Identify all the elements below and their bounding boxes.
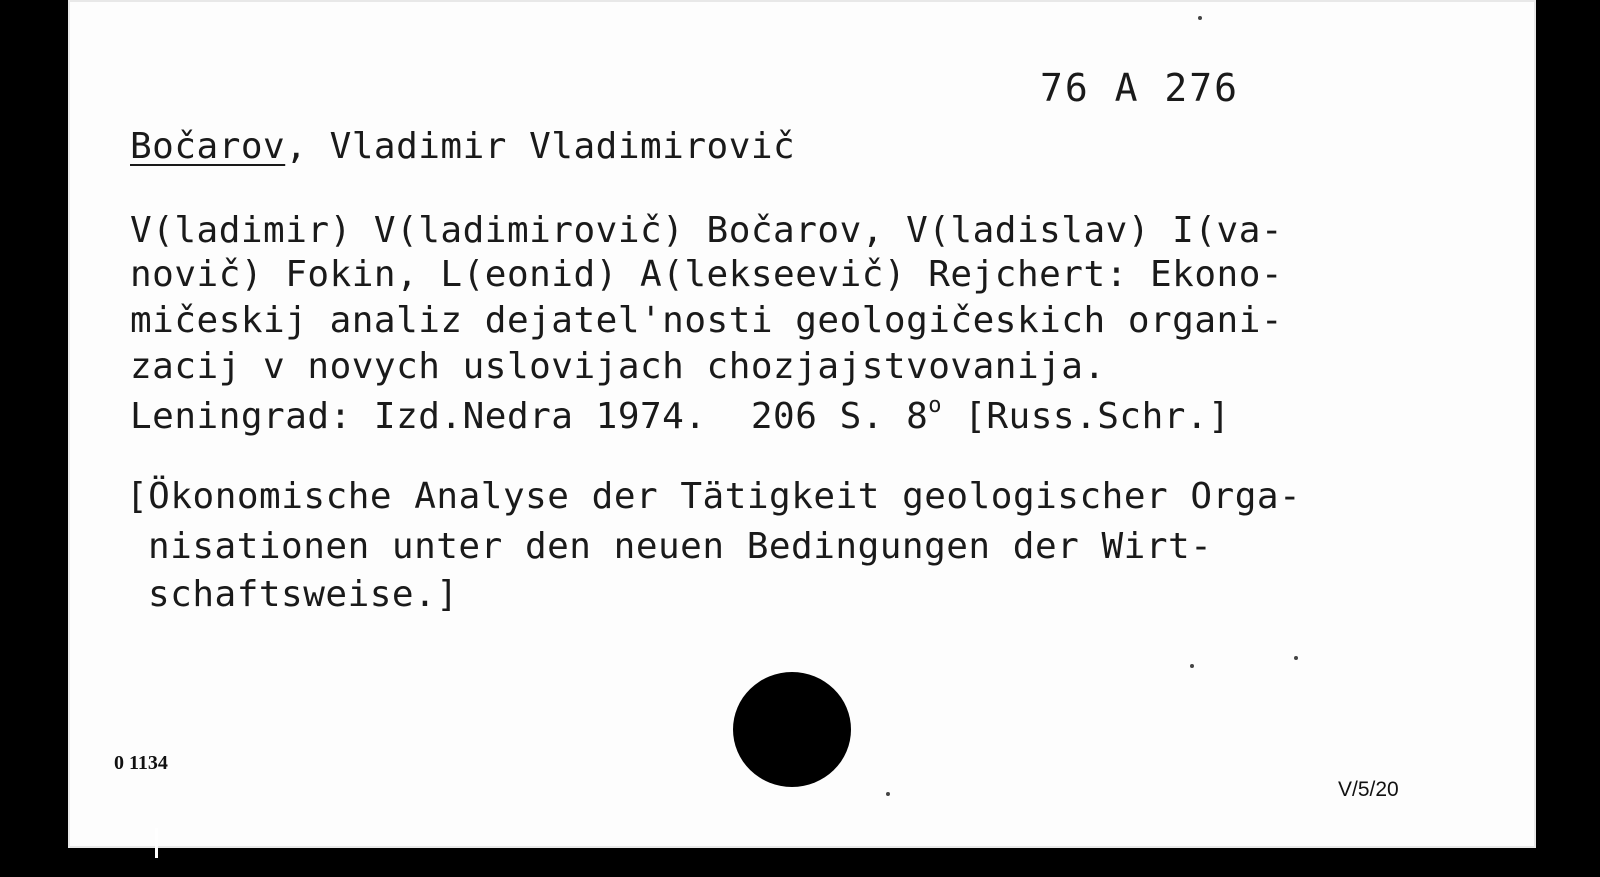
translation-line-2: nisationen unter den neuen Bedingungen der Wirt- [148,526,1213,567]
script-note: [Russ.Schr.] [964,396,1231,437]
speck [886,792,890,796]
catalog-card [68,0,1536,848]
imprint-line [130,393,1231,437]
call-number: 76 A 276 [1040,66,1240,110]
accession-number: 0 1134 [114,752,168,774]
card-code: V/5/20 [1338,778,1399,801]
entry-line-2: novič) Fokin, L(eonid) A(lekseevič) Rejchert: Ekono- [130,254,1284,295]
entry-line-1: V(ladimir) V(ladimirovič) Bočarov, V(ladislav) I(va- [130,210,1284,251]
translation-line-3: schaftsweise.] [148,574,459,615]
author-given-names: , Vladimir Vladimirovič [285,126,796,167]
translation-line-1: [Ökonomische Analyse der Tätigkeit geologischer Orga- [126,476,1302,517]
speck [1190,664,1194,668]
edge-mark [155,828,158,858]
author-heading [130,126,795,167]
author-surname: Bočarov [130,126,286,167]
punch-hole [733,672,851,787]
entry-line-3: mičeskij analiz dejatel'nosti geologičeskich organi- [130,300,1284,341]
imprint-text: Leningrad: Izd.Nedra 1974. 206 S. 8 [130,396,929,437]
format-superscript: o [928,393,943,418]
speck [1294,656,1298,660]
entry-line-4: zacij v novych uslovijach chozjajstvovanija. [130,346,1106,387]
speck [1198,16,1202,20]
